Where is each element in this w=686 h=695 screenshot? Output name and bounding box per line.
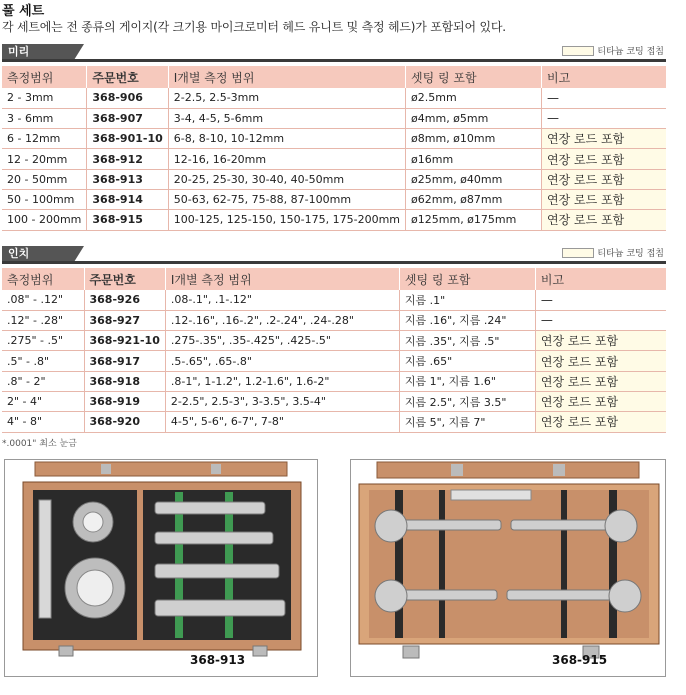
cell-order-no: 368-913: [87, 169, 168, 189]
table-header-row: [2, 268, 666, 290]
photo-caption-368-915: 368-915: [552, 653, 608, 667]
col-header-order-no: 주문번호: [84, 268, 165, 290]
photo-caption-368-913: 368-913: [190, 653, 246, 667]
col-header-remarks: 비고: [535, 268, 666, 290]
cell-setting-ring: 지름 5", 지름 7": [399, 412, 535, 432]
metric-section-header: [2, 44, 666, 60]
cell-range: 2 - 3mm: [2, 88, 87, 108]
cell-range: .275" - .5": [2, 331, 84, 351]
table-row: [2, 169, 666, 189]
coating-legend: [562, 246, 664, 259]
cell-range: .5" - .8": [2, 351, 84, 371]
cell-order-no: 368-927: [84, 310, 165, 330]
cell-remarks: 연장 로드 포함: [535, 371, 666, 391]
cell-range: 4" - 8": [2, 412, 84, 432]
table-row: [2, 129, 666, 149]
coating-legend: [562, 44, 664, 57]
cell-individual-range: .5-.65", .65-.8": [165, 351, 399, 371]
cell-range: .12" - .28": [2, 310, 84, 330]
cell-range: 2" - 4": [2, 391, 84, 411]
cell-remarks: 연장 로드 포함: [535, 412, 666, 432]
table-row: [2, 108, 666, 128]
cell-remarks: —: [535, 290, 666, 310]
cell-individual-range: .12-.16", .16-.2", .2-.24", .24-.28": [165, 310, 399, 330]
cell-order-no: 368-912: [87, 149, 168, 169]
cell-setting-ring: 지름 .16", 지름 .24": [399, 310, 535, 330]
table-row: [2, 371, 666, 391]
metric-spec-table: [2, 66, 666, 231]
cell-order-no: 368-914: [87, 189, 168, 209]
cell-setting-ring: ø125mm, ø175mm: [406, 210, 542, 230]
cell-remarks: —: [542, 88, 666, 108]
cell-individual-range: 2-2.5", 2.5-3", 3-3.5", 3.5-4": [165, 391, 399, 411]
cell-order-no: 368-920: [84, 412, 165, 432]
cell-individual-range: 4-5", 5-6", 6-7", 7-8": [165, 412, 399, 432]
table-row: [2, 310, 666, 330]
col-header-setting-ring: 셋팅 링 포함: [406, 66, 542, 88]
col-header-order-no: 주문번호: [87, 66, 168, 88]
table-row: [2, 189, 666, 209]
cell-remarks: 연장 로드 포함: [535, 351, 666, 371]
col-header-individual-range: I개별 측정 범위: [168, 66, 405, 88]
cell-individual-range: 2-2.5, 2.5-3mm: [168, 88, 405, 108]
cell-order-no: 368-918: [84, 371, 165, 391]
cell-order-no: 368-926: [84, 290, 165, 310]
col-header-setting-ring: 셋팅 링 포함: [399, 268, 535, 290]
cell-setting-ring: ø62mm, ø87mm: [406, 189, 542, 209]
col-header-range: 측정범위: [2, 66, 87, 88]
wooden-case-illustration: [5, 460, 318, 677]
cell-individual-range: 20-25, 25-30, 30-40, 40-50mm: [168, 169, 405, 189]
cell-individual-range: 50-63, 62-75, 75-88, 87-100mm: [168, 189, 405, 209]
section-divider: [2, 261, 666, 264]
cell-remarks: 연장 로드 포함: [535, 331, 666, 351]
cell-remarks: 연장 로드 포함: [542, 210, 666, 230]
table-row: [2, 149, 666, 169]
cell-setting-ring: ø2.5mm: [406, 88, 542, 108]
cell-remarks: 연장 로드 포함: [542, 189, 666, 209]
cell-individual-range: 12-16, 16-20mm: [168, 149, 405, 169]
cell-setting-ring: ø4mm, ø5mm: [406, 108, 542, 128]
cell-remarks: 연장 로드 포함: [542, 149, 666, 169]
cell-setting-ring: 지름 1", 지름 1.6": [399, 371, 535, 391]
product-photo-368-915: [350, 459, 666, 677]
cell-individual-range: 3-4, 4-5, 5-6mm: [168, 108, 405, 128]
legend-label: 티타늄 코팅 접침: [597, 249, 664, 259]
cell-range: 6 - 12mm: [2, 129, 87, 149]
page-title: 풀 세트: [2, 4, 45, 19]
cell-individual-range: .8-1", 1-1.2", 1.2-1.6", 1.6-2": [165, 371, 399, 391]
legend-label: 티타늄 코팅 접침: [597, 47, 664, 57]
col-header-range: 측정범위: [2, 268, 84, 290]
cell-remarks: 연장 로드 포함: [542, 129, 666, 149]
cell-individual-range: 6-8, 8-10, 10-12mm: [168, 129, 405, 149]
table-row: [2, 88, 666, 108]
table-header-row: [2, 66, 666, 88]
cell-order-no: 368-921-10: [84, 331, 165, 351]
legend-swatch: [562, 248, 594, 258]
table-row: [2, 351, 666, 371]
cell-range: 20 - 50mm: [2, 169, 87, 189]
cell-order-no: 368-915: [87, 210, 168, 230]
cell-order-no: 368-907: [87, 108, 168, 128]
cell-remarks: —: [535, 310, 666, 330]
table-row: [2, 210, 666, 230]
metric-section-tab: 미리: [2, 44, 74, 60]
cell-remarks: 연장 로드 포함: [535, 391, 666, 411]
cell-individual-range: .275-.35", .35-.425", .425-.5": [165, 331, 399, 351]
cell-setting-ring: 지름 2.5", 지름 3.5": [399, 391, 535, 411]
section-divider: [2, 59, 666, 62]
cell-setting-ring: ø16mm: [406, 149, 542, 169]
cell-range: 100 - 200mm: [2, 210, 87, 230]
wooden-case-illustration: [351, 460, 666, 677]
cell-range: 50 - 100mm: [2, 189, 87, 209]
page-subtitle: 각 세트에는 전 종류의 게이지(각 크기용 마이크로미터 헤드 유니트 및 측정 헤드)가 포함되어 있다.: [2, 20, 506, 34]
footnote: *.0001" 최소 눈금: [2, 439, 77, 449]
cell-setting-ring: 지름 .65": [399, 351, 535, 371]
cell-setting-ring: 지름 .1": [399, 290, 535, 310]
cell-setting-ring: 지름 .35", 지름 .5": [399, 331, 535, 351]
col-header-individual-range: I개별 측정 범위: [165, 268, 399, 290]
cell-setting-ring: ø25mm, ø40mm: [406, 169, 542, 189]
cell-individual-range: 100-125, 125-150, 150-175, 175-200mm: [168, 210, 405, 230]
table-row: [2, 391, 666, 411]
col-header-remarks: 비고: [542, 66, 666, 88]
table-row: [2, 331, 666, 351]
cell-order-no: 368-901-10: [87, 129, 168, 149]
cell-range: .08" - .12": [2, 290, 84, 310]
cell-remarks: 연장 로드 포함: [542, 169, 666, 189]
table-row: [2, 290, 666, 310]
cell-setting-ring: ø8mm, ø10mm: [406, 129, 542, 149]
product-photo-368-913: [4, 459, 318, 677]
cell-range: .8" - 2": [2, 371, 84, 391]
table-row: [2, 412, 666, 432]
cell-order-no: 368-906: [87, 88, 168, 108]
cell-remarks: —: [542, 108, 666, 128]
inch-section-header: [2, 246, 666, 262]
cell-range: 3 - 6mm: [2, 108, 87, 128]
inch-spec-table: [2, 268, 666, 433]
legend-swatch: [562, 46, 594, 56]
cell-range: 12 - 20mm: [2, 149, 87, 169]
inch-section-tab: 인치: [2, 246, 74, 262]
cell-order-no: 368-917: [84, 351, 165, 371]
cell-order-no: 368-919: [84, 391, 165, 411]
cell-individual-range: .08-.1", .1-.12": [165, 290, 399, 310]
